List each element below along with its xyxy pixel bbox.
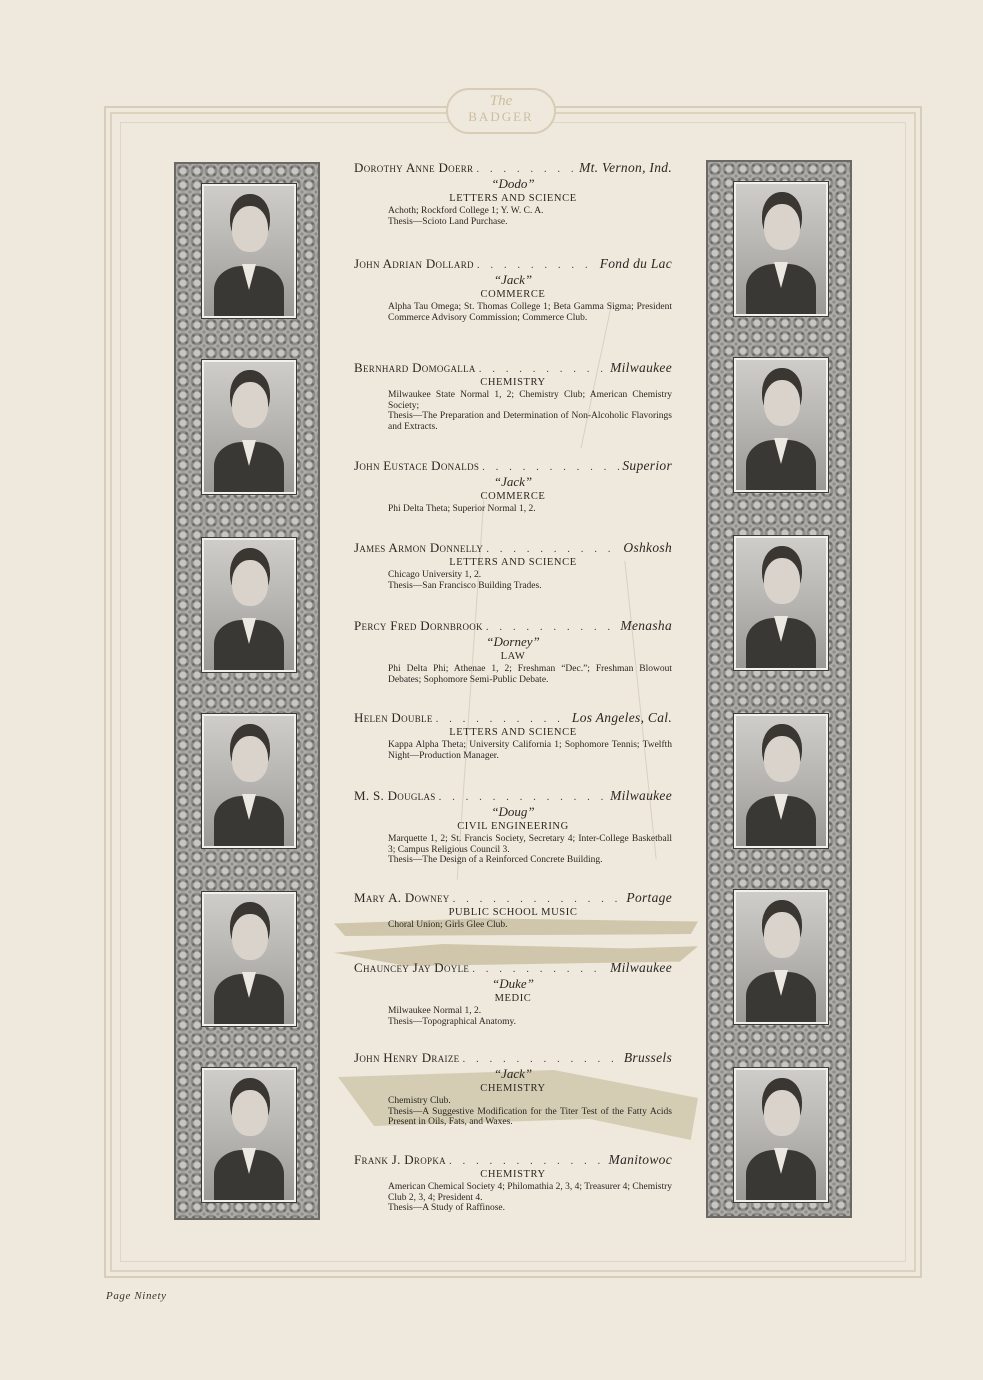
senior-entry [354,1152,672,1214]
senior-hometown: Portage [626,890,672,905]
senior-hometown: Brussels [623,1050,672,1065]
senior-nickname: “Doug” [491,804,535,819]
portrait-photo [734,358,828,492]
senior-course: PUBLIC SCHOOL MUSIC [448,907,578,918]
senior-name: Dorothy Anne Doerr [354,160,474,175]
portrait-photo [202,184,296,318]
senior-name: John Eustace Donalds [354,458,480,473]
senior-details: Marquette 1, 2; St. Francis Society, Secretary 4; Inter-College Basketball 3; Campus Religious Council 3. Thesis—The Design of a Reinforced Concrete Building. [388,834,672,865]
senior-name: John Adrian Dollard [354,256,474,271]
left-portrait-column [174,162,320,1220]
senior-nickname: “Duke” [492,976,534,991]
senior-nickname: “Dorney” [486,634,540,649]
senior-details: Alpha Tau Omega; St. Thomas College 1; Beta Gamma Sigma; President Commerce Advisory Commission; Commerce Club. [388,302,672,323]
senior-name: Percy Fred Dornbrook [354,618,483,633]
senior-entry [354,710,672,761]
senior-name: Helen Double [354,710,433,725]
senior-name: James Armon Donnelly [354,540,484,555]
senior-details: Phi Delta Phi; Athenae 1, 2; Freshman “Dec.”; Freshman Blowout Debates; Sophomore Semi-Public Debate. [388,664,672,685]
senior-course: COMMERCE [480,289,546,300]
senior-entry [354,618,672,685]
portrait-photo [202,538,296,672]
senior-course: CIVIL ENGINEERING [457,821,569,832]
senior-entry [354,960,672,1027]
senior-course: LAW [500,651,526,662]
portrait-photo [734,182,828,316]
senior-details: Choral Union; Girls Glee Club. [388,920,508,930]
senior-course: LETTERS AND SCIENCE [449,557,577,568]
portrait-photo [202,892,296,1026]
senior-name: Mary A. Downey [354,890,450,905]
senior-hometown: Fond du Lac [599,256,672,271]
senior-name: M. S. Douglas [354,788,436,803]
senior-entry [354,160,672,227]
masthead-badger: BADGER [468,109,534,124]
senior-name: John Henry Draize [354,1050,460,1065]
portrait-photo [202,360,296,494]
senior-details: American Chemical Society 4; Philomathia 2, 3, 4; Treasurer 4; Chemistry Club 2, 3, 4; President 4. Thesis—A Study of Raffinose. [388,1182,672,1213]
senior-course: CHEMISTRY [480,1083,546,1094]
senior-entry [354,458,672,515]
senior-course: CHEMISTRY [480,377,546,388]
senior-hometown: Manitowoc [608,1152,672,1167]
senior-name: Frank J. Dropka [354,1152,446,1167]
senior-details: Chicago University 1, 2. Thesis—San Francisco Building Trades. [388,570,542,591]
senior-details: Kappa Alpha Theta; University California 1; Sophomore Tennis; Twelfth Night—Production Manager. [388,740,672,761]
portrait-photo [734,890,828,1024]
senior-entry [354,890,672,931]
senior-hometown: Milwaukee [610,788,672,803]
senior-hometown: Mt. Vernon, Ind. [579,160,672,175]
portrait-photo [202,1068,296,1202]
senior-nickname: “Jack” [493,272,533,287]
senior-hometown: Superior [622,458,672,473]
senior-nickname: “Jack” [493,1066,533,1081]
senior-entry [354,540,672,591]
portrait-photo [734,714,828,848]
senior-details: Milwaukee Normal 1, 2. Thesis—Topographical Anatomy. [388,1006,516,1027]
senior-details: Chemistry Club. Thesis—A Suggestive Modification for the Titer Test of the Fatty Acids Present in Oils, Fats, and Waxes. [388,1096,672,1127]
senior-entry [354,788,672,866]
senior-name: Chauncey Jay Doyle [354,960,470,975]
portrait-photo [734,536,828,670]
senior-details: Milwaukee State Normal 1, 2; Chemistry Club; American Chemistry Society; Thesis—The Preparation and Determination of Non-Alcoholic Flavorings and Extracts. [388,390,672,432]
senior-hometown: Oshkosh [623,540,672,555]
portrait-photo [202,714,296,848]
senior-course: MEDIC [494,993,532,1004]
senior-nickname: “Jack” [493,474,533,489]
senior-course: LETTERS AND SCIENCE [449,193,577,204]
senior-hometown: Milwaukee [610,960,672,975]
senior-entry [354,360,672,432]
page-number: Page Ninety [106,1290,167,1302]
portrait-photo [734,1068,828,1202]
senior-course: LETTERS AND SCIENCE [449,727,577,738]
masthead-the: The [489,93,513,109]
senior-hometown: Milwaukee [610,360,672,375]
senior-entry [354,256,672,323]
senior-hometown: Menasha [620,618,672,633]
right-portrait-column [706,160,852,1218]
senior-details: Phi Delta Theta; Superior Normal 1, 2. [388,504,536,514]
senior-nickname: “Dodo” [491,176,535,191]
senior-name: Bernhard Domogalla [354,360,476,375]
senior-details: Achoth; Rockford College 1; Y. W. C. A. Thesis—Scioto Land Purchase. [388,206,544,227]
senior-entry [354,1050,672,1128]
badger-masthead-logo [446,88,556,134]
senior-course: CHEMISTRY [480,1169,546,1180]
senior-hometown: Los Angeles, Cal. [571,710,672,725]
senior-course: COMMERCE [480,491,546,502]
